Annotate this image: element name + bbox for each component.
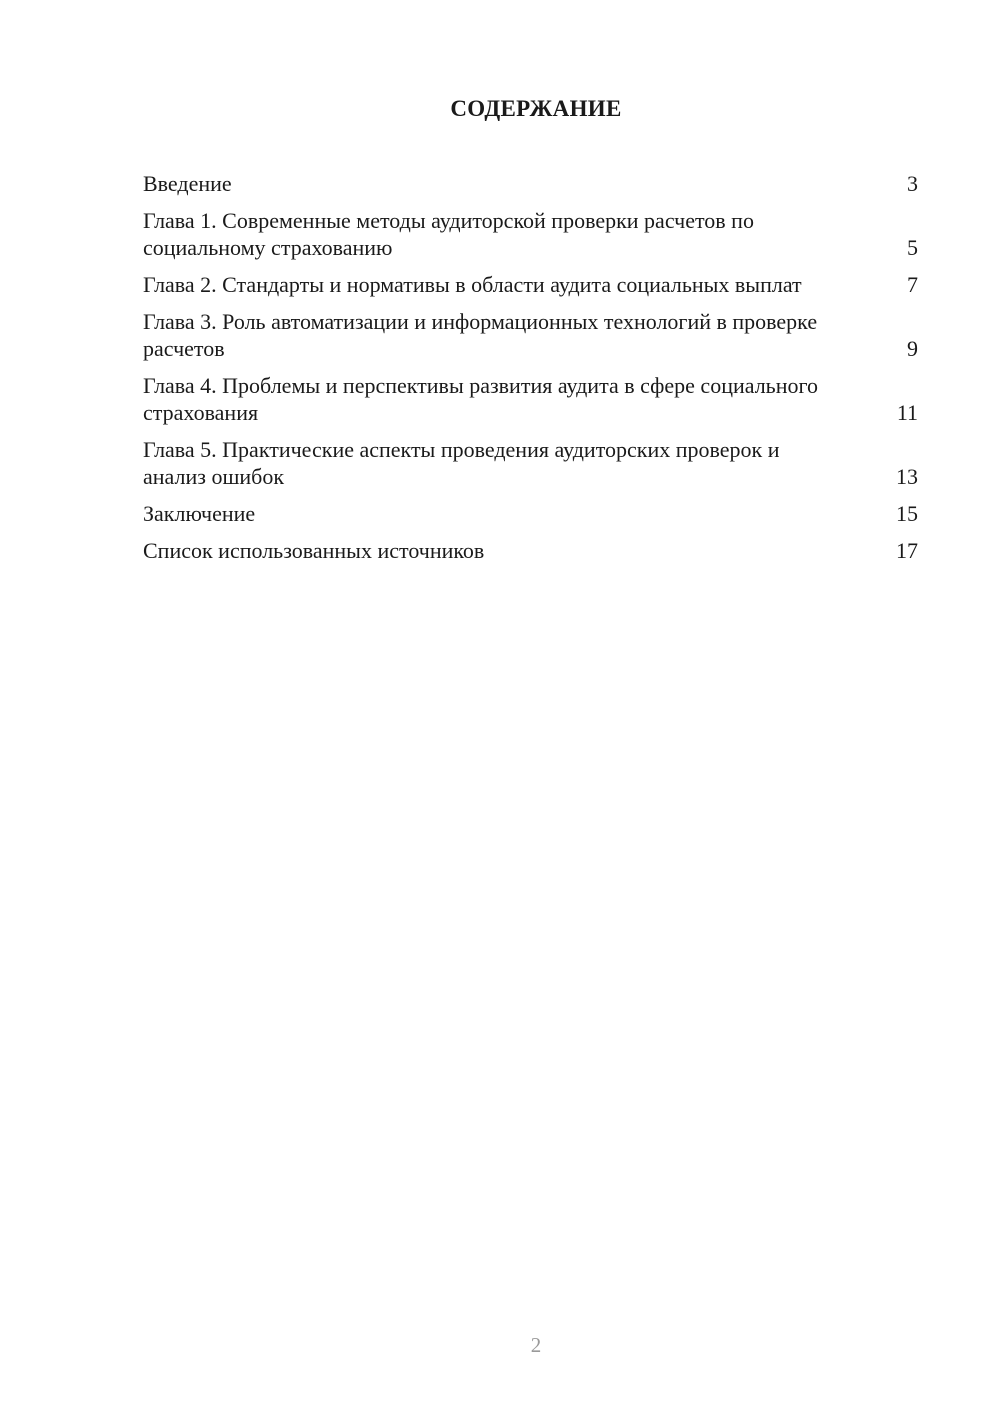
page-title: СОДЕРЖАНИЕ [450,96,622,121]
toc-entry-page: 17 [896,538,918,563]
toc-entry-title: Глава 4. Проблемы и перспективы развития аудита в сфере социального страхования [143,373,818,425]
toc-entry [143,500,918,527]
toc-entry-page: 5 [907,235,918,260]
toc-entry [143,308,918,362]
toc-entry-title: Глава 2. Стандарты и нормативы в области аудита социальных выплат [143,272,802,297]
toc-entry-page: 15 [896,501,918,526]
page-number: 2 [530,1333,542,1357]
toc-entry-page: 9 [907,336,918,361]
toc-entry [143,537,918,564]
toc-entry [143,436,918,490]
toc-entry-title: Введение [143,171,232,196]
toc-entry-title: Список использованных источников [143,538,485,563]
toc-entry [143,207,918,261]
toc-entry [143,372,918,426]
toc-entry-page: 11 [896,400,918,425]
toc-entry-page: 13 [896,464,918,489]
toc-entry-title: Глава 1. Современные методы аудиторской проверки расчетов по социальному страхованию [143,208,754,260]
toc-entry [143,170,918,197]
toc-entry-page: 7 [907,272,918,297]
toc-entry [143,271,918,298]
table-of-contents [143,170,918,574]
toc-entry-page: 3 [907,171,918,196]
toc-entry-title: Глава 5. Практические аспекты проведения аудиторских проверок и анализ ошибок [143,437,780,489]
toc-entry-title: Глава 3. Роль автоматизации и информационных технологий в проверке расчетов [143,309,818,361]
toc-entry-title: Заключение [143,501,256,526]
